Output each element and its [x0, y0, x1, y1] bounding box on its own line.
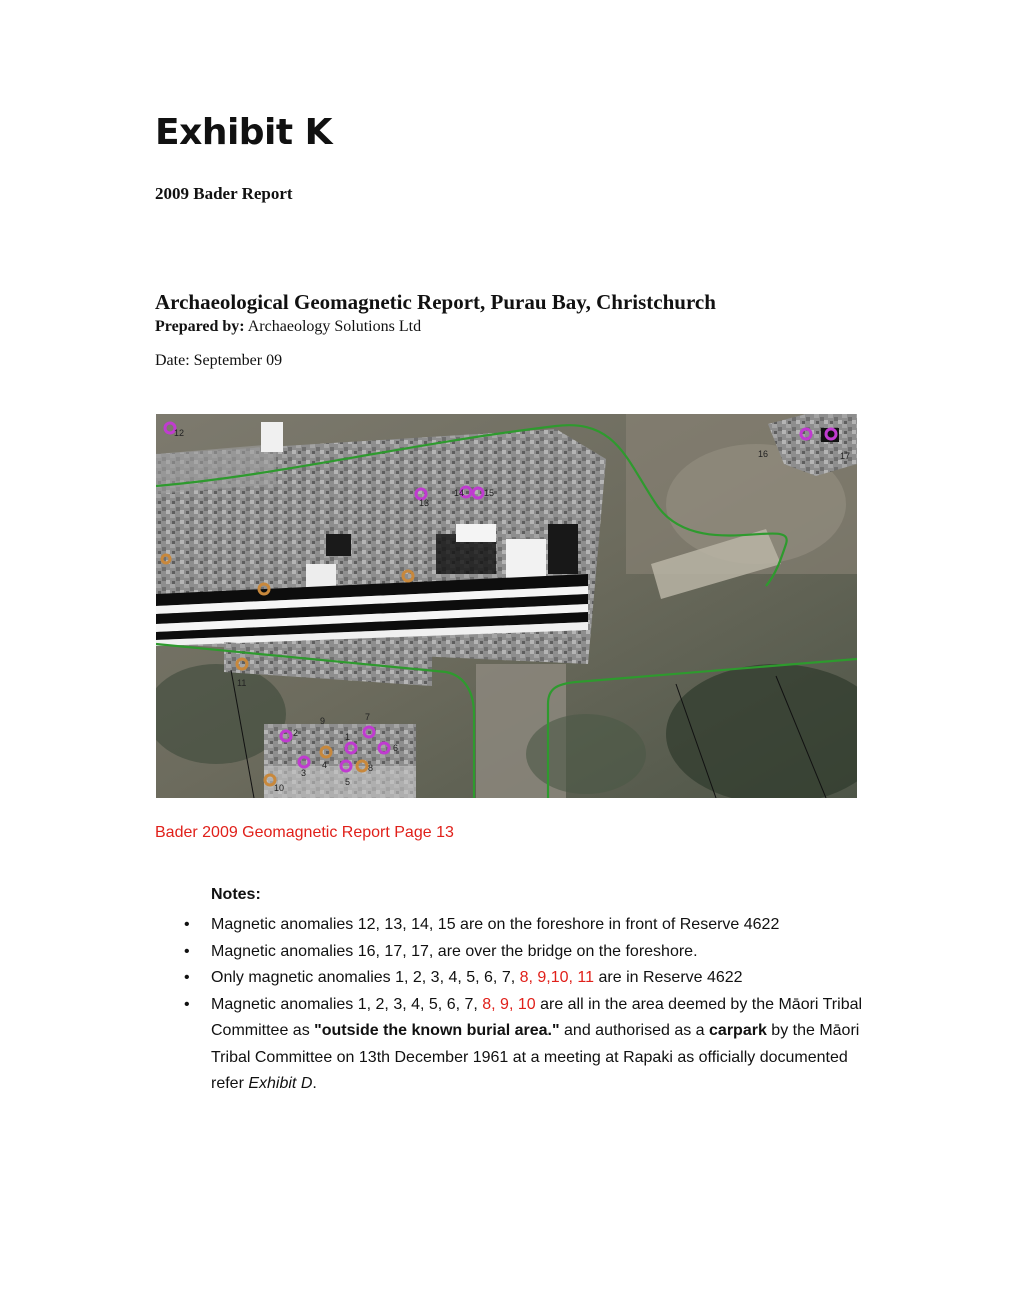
bullet-4: •: [184, 995, 190, 1013]
anomaly-label-5: 5: [345, 777, 351, 787]
anomaly-label-9: 9: [320, 716, 326, 726]
note-text-4c: are all in the area deemed by the Māori Tribal Committee as: [211, 995, 863, 1039]
anomaly-label-2: 2: [293, 728, 299, 738]
bullet-3: •: [184, 969, 190, 986]
note-text-1: Magnetic anomalies 12, 13, 14, 15 are on the foreshore in front of Reserve 4622: [211, 916, 780, 933]
prepared-by-value: Archaeology Solutions Ltd: [247, 318, 422, 335]
anomaly-label-14: 14: [454, 488, 465, 498]
anomaly-label-7: 7: [365, 712, 371, 722]
anomaly-label-3: 3: [301, 768, 307, 778]
figure-caption: Bader 2009 Geomagnetic Report Page 13: [155, 824, 454, 841]
anomaly-label-15: 15: [484, 488, 495, 498]
prepared-by-line: [155, 318, 421, 336]
anomaly-label-6: 6: [393, 743, 399, 753]
note-text-2: Magnetic anomalies 16, 17, 17, are over the bridge on the foreshore.: [211, 942, 698, 960]
note-quote-bold: "outside the known burial area.": [314, 1022, 560, 1039]
note-highlight-4: 8, 9, 10: [482, 995, 536, 1013]
anomaly-label-4: 4: [322, 760, 328, 770]
anomaly-label-13: 13: [419, 498, 430, 508]
note-item-3: [184, 965, 880, 992]
bullet-2: •: [184, 942, 190, 960]
note-text-4e: and authorised as a: [559, 1022, 710, 1039]
note-item-2: [184, 939, 880, 966]
report-subtitle: 2009 Bader Report: [155, 184, 293, 203]
note-highlight-3: 8, 9,10, 11: [519, 969, 595, 986]
bullet-1: •: [184, 916, 190, 933]
anomaly-label-16: 16: [758, 449, 769, 459]
anomaly-label-1: 1: [345, 732, 351, 742]
anomaly-label-12: 12: [174, 428, 185, 438]
survey-grid-main: [156, 422, 606, 664]
notes-list: [184, 912, 880, 1098]
note-exhibit-ref: Exhibit D: [248, 1075, 313, 1092]
note-text-3a: Only magnetic anomalies 1, 2, 3, 4, 5, 6, 7,: [211, 969, 520, 986]
note-text-4g: by the Māori Tribal Committee on 13th December 1961 at a meeting at Rapaki as officially documented refer: [211, 1022, 860, 1092]
notes-heading: Notes:: [211, 886, 261, 903]
note-text-4i: .: [312, 1075, 317, 1092]
note-carpark-bold: carpark: [709, 1022, 767, 1039]
anomaly-label-8: 8: [368, 763, 374, 773]
anomaly-label-11: 11: [237, 678, 247, 688]
report-date: Date: September 09: [155, 352, 283, 369]
note-item-1: [184, 912, 880, 939]
note-text-3c: are in Reserve 4622: [594, 969, 743, 986]
note-text-4a: Magnetic anomalies 1, 2, 3, 4, 5, 6, 7,: [211, 995, 483, 1013]
note-item-4: [184, 992, 880, 1098]
geomagnetic-survey-map: [156, 414, 857, 798]
anomaly-label-10: 10: [274, 783, 285, 793]
exhibit-title: Exhibit K: [155, 112, 333, 153]
anomaly-label-17: 17: [840, 451, 851, 461]
report-title: Archaeological Geomagnetic Report, Purau Bay, Christchurch: [155, 290, 716, 314]
prepared-by-label: Prepared by:: [155, 318, 245, 335]
